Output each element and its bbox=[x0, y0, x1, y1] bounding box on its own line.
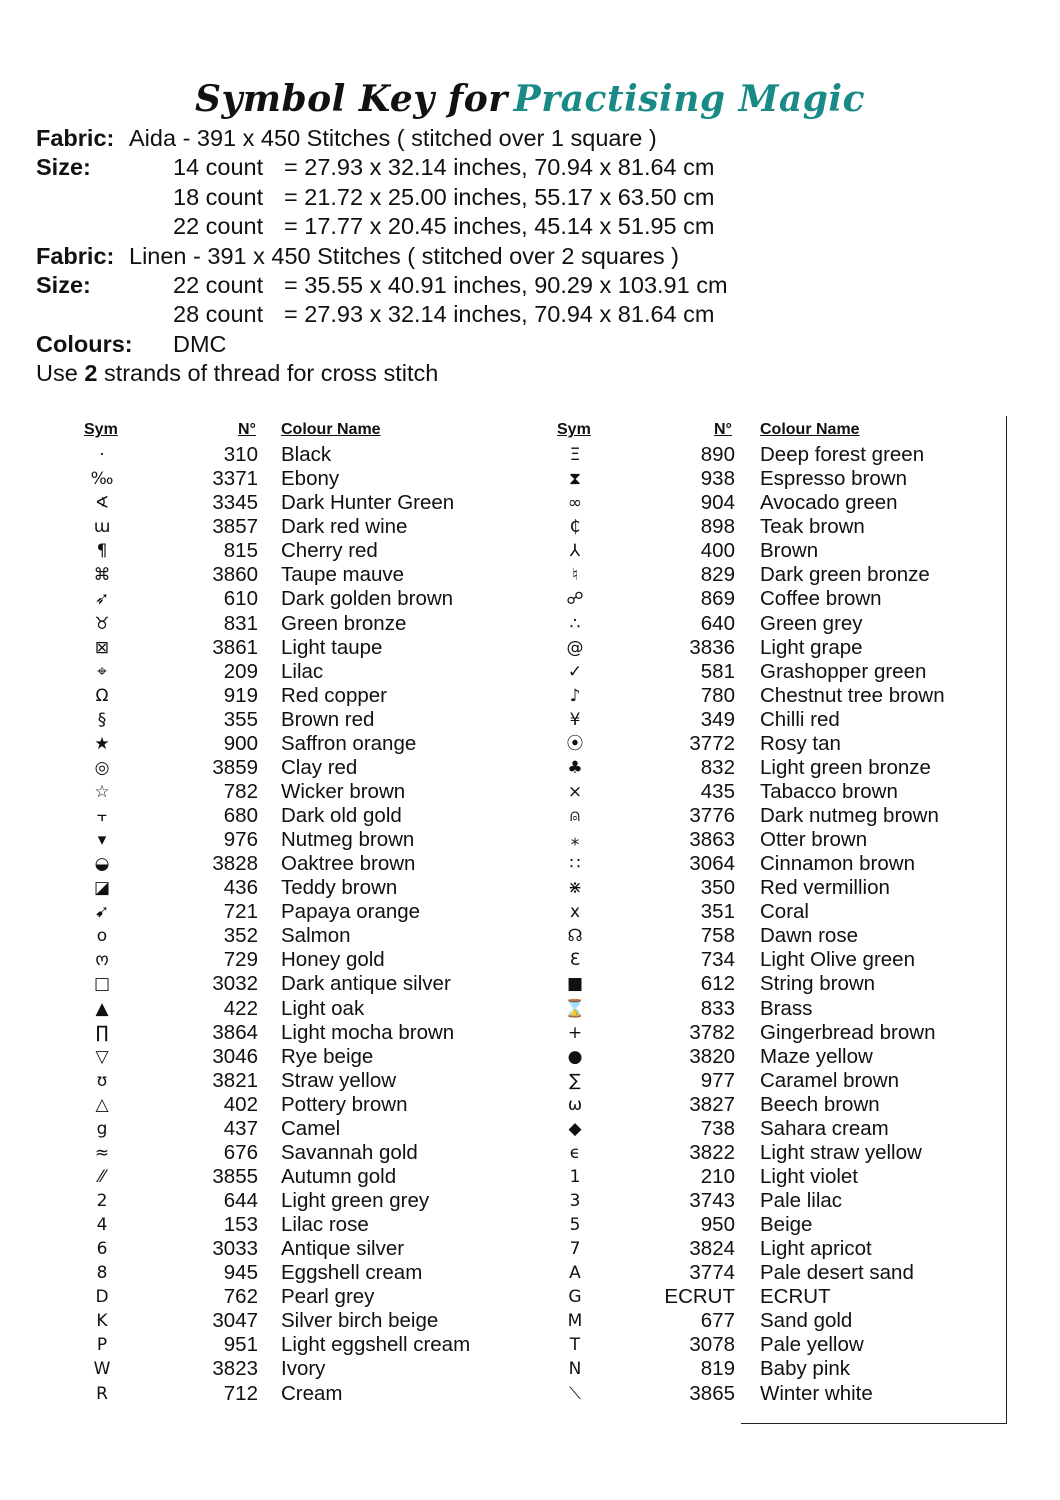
colour-name-cell: Dawn rose bbox=[760, 924, 858, 948]
thread-number-cell: 3824 bbox=[689, 1237, 735, 1261]
colour-name-cell: Camel bbox=[281, 1116, 341, 1140]
symbol-cell: ∴ bbox=[569, 613, 581, 634]
colour-name-cell: Light Olive green bbox=[760, 948, 915, 972]
fabric-label: Fabric: bbox=[36, 125, 115, 151]
symbol-cell: N bbox=[568, 1359, 582, 1380]
colour-name-cell: Taupe mauve bbox=[281, 563, 405, 587]
symbol-cell: W bbox=[93, 1359, 111, 1380]
thread-number-cell: 977 bbox=[700, 1068, 735, 1092]
symbol-cell: ⧗ bbox=[569, 469, 581, 490]
colour-name-cell: Cherry red bbox=[281, 539, 378, 563]
symbol-cell: □ bbox=[93, 974, 111, 995]
colour-name-cell: Coffee brown bbox=[760, 587, 882, 611]
size-dims: = 21.72 x 25.00 inches, 55.17 x 63.50 cm bbox=[284, 183, 715, 210]
thread-number-cell: 677 bbox=[700, 1309, 735, 1333]
symbol-cell: M bbox=[567, 1311, 583, 1332]
thread-number-cell: 869 bbox=[700, 587, 735, 611]
thread-number-cell: 758 bbox=[700, 924, 735, 948]
symbol-cell: 3 bbox=[569, 1191, 581, 1211]
colour-name-cell: Light oak bbox=[281, 996, 365, 1020]
fabric-value: Linen - 391 x 450 Stitches ( stitched over 2 squares ) bbox=[129, 242, 679, 269]
colour-name-cell: Silver birch beige bbox=[281, 1309, 439, 1333]
colour-name-cell: Dark nutmeg brown bbox=[760, 804, 939, 827]
thread-number-cell: 3032 bbox=[212, 972, 258, 996]
symbol-cell: ☍ bbox=[566, 589, 584, 610]
symbol-cell: ▲ bbox=[95, 998, 109, 1019]
thread-number-cell: 3865 bbox=[689, 1381, 735, 1405]
thread-number-cell: 3855 bbox=[212, 1164, 258, 1188]
thread-number-cell: 3861 bbox=[212, 635, 258, 659]
thread-number-cell: 780 bbox=[700, 683, 735, 707]
colour-name-cell: Dark Hunter Green bbox=[281, 491, 455, 515]
title-pattern-name: Practising Magic bbox=[513, 78, 866, 120]
symbol-cell: ⨯ bbox=[567, 781, 583, 802]
strands-text bbox=[36, 359, 438, 388]
colour-name-cell: Savannah gold bbox=[281, 1140, 418, 1164]
fabric-label: Fabric: bbox=[36, 242, 115, 269]
symbol-cell: ♣ bbox=[567, 757, 583, 778]
symbol-cell: ∏ bbox=[95, 1022, 109, 1043]
symbol-cell: Ω bbox=[95, 685, 109, 706]
colours-label: Colours: bbox=[36, 330, 133, 357]
colour-name-cell: Otter brown bbox=[760, 828, 868, 852]
colour-name-cell: Dark antique silver bbox=[281, 972, 451, 996]
colour-name-cell: Light violet bbox=[760, 1164, 859, 1188]
size-count: 28 count bbox=[173, 301, 264, 328]
size-label: Size: bbox=[36, 271, 91, 298]
thread-number-cell: 819 bbox=[700, 1357, 735, 1381]
thread-number-cell: 712 bbox=[223, 1381, 258, 1405]
thread-number-cell: 422 bbox=[223, 996, 258, 1020]
thread-number-cell: 3743 bbox=[689, 1189, 735, 1212]
symbol-cell: ო bbox=[95, 950, 109, 971]
symbol-cell: ⌖ bbox=[97, 661, 107, 682]
thread-number-cell: 3823 bbox=[212, 1357, 258, 1381]
colour-name-cell: ECRUT bbox=[760, 1285, 831, 1309]
symbol-cell: ⌛ bbox=[564, 998, 586, 1019]
colour-name-cell: Red copper bbox=[281, 683, 387, 707]
symbol-cell: ₵ bbox=[569, 517, 581, 538]
thread-number-cell: 976 bbox=[223, 828, 258, 852]
thread-number-cell: 900 bbox=[223, 731, 258, 755]
thread-number-cell: 831 bbox=[223, 611, 258, 635]
header-number: N° bbox=[238, 421, 256, 438]
thread-number-cell: 829 bbox=[700, 563, 735, 587]
size-dims: = 17.77 x 20.45 inches, 45.14 x 51.95 cm bbox=[284, 213, 715, 240]
thread-number-cell: 890 bbox=[700, 443, 735, 467]
size-dims: = 27.93 x 32.14 inches, 70.94 x 81.64 cm bbox=[284, 154, 715, 181]
colour-name-cell: String brown bbox=[760, 972, 876, 996]
colour-name-cell: Green grey bbox=[760, 611, 863, 635]
symbol-cell: ▽ bbox=[95, 1046, 109, 1067]
header-colour-name: Colour Name bbox=[760, 421, 860, 438]
thread-number-cell: 938 bbox=[700, 467, 735, 491]
colour-name-cell: Light mocha brown bbox=[281, 1020, 455, 1044]
symbol-cell: 7 bbox=[569, 1239, 581, 1260]
size-dims: = 27.93 x 32.14 inches, 70.94 x 81.64 cm bbox=[284, 301, 715, 328]
symbol-cell: ⅄ bbox=[569, 541, 581, 562]
symbol-cell: @ bbox=[566, 637, 584, 658]
symbol-cell: ⍝ bbox=[569, 806, 581, 826]
symbol-cell: · bbox=[99, 445, 105, 466]
border-line-vertical bbox=[1006, 416, 1007, 1424]
symbol-cell: 1 bbox=[569, 1166, 581, 1187]
symbol-cell: ♮ bbox=[571, 565, 579, 586]
symbol-cell: ¥ bbox=[569, 709, 581, 730]
thread-number-cell: 640 bbox=[700, 611, 735, 635]
symbol-cell: ɯ bbox=[93, 517, 111, 538]
thread-number-cell: 3821 bbox=[212, 1068, 258, 1092]
fabric-value: Aida - 391 x 450 Stitches ( stitched over 1 square ) bbox=[129, 125, 657, 151]
colour-name-cell: Pale yellow bbox=[760, 1333, 864, 1357]
size-label: Size: bbox=[36, 154, 91, 181]
thread-number-cell: 3857 bbox=[212, 515, 258, 539]
colour-name-cell: Salmon bbox=[281, 924, 351, 948]
symbol-cell: 2 bbox=[96, 1191, 108, 1211]
thread-number-cell: 437 bbox=[223, 1116, 258, 1140]
thread-number-cell: 581 bbox=[700, 659, 735, 683]
thread-number-cell: 898 bbox=[700, 515, 735, 539]
colour-name-cell: Sahara cream bbox=[760, 1116, 889, 1140]
thread-number-cell: 3078 bbox=[689, 1333, 735, 1357]
symbol-cell: ◎ bbox=[94, 757, 110, 778]
size-dims: = 35.55 x 40.91 inches, 90.29 x 103.91 cm bbox=[284, 271, 728, 298]
symbol-cell: ★ bbox=[94, 733, 110, 754]
colour-name-cell: Brown bbox=[760, 539, 819, 563]
thread-number-cell: 351 bbox=[700, 900, 735, 924]
symbol-cell: ⊠ bbox=[94, 637, 110, 658]
thread-number-cell: 644 bbox=[223, 1189, 258, 1212]
symbol-cell: ϵ bbox=[569, 1142, 581, 1163]
symbol-cell: 5 bbox=[569, 1215, 581, 1236]
colour-name-cell: Light straw yellow bbox=[760, 1140, 922, 1164]
thread-number-cell: 610 bbox=[223, 587, 258, 611]
symbol-cell: ◆ bbox=[568, 1118, 582, 1139]
colour-name-cell: Dark red wine bbox=[281, 515, 408, 539]
thread-number-cell: 3863 bbox=[689, 828, 735, 852]
colour-name-cell: Lilac rose bbox=[281, 1213, 369, 1237]
symbol-cell: o bbox=[96, 926, 108, 947]
thread-number-cell: 400 bbox=[700, 539, 735, 563]
symbol-cell: T bbox=[569, 1335, 581, 1356]
colour-name-cell: Teak brown bbox=[760, 515, 865, 539]
header-sym: Sym bbox=[557, 421, 591, 438]
thread-number-cell: 945 bbox=[223, 1261, 258, 1285]
symbol-cell: ʊ bbox=[96, 1070, 108, 1091]
symbol-cell: 6 bbox=[96, 1239, 108, 1260]
thread-number-cell: 355 bbox=[223, 707, 258, 731]
colour-name-cell: Cream bbox=[281, 1381, 343, 1405]
symbol-cell: ⌘ bbox=[93, 565, 111, 586]
colour-name-cell: Espresso brown bbox=[760, 467, 907, 491]
symbol-cell: ◪ bbox=[93, 878, 111, 899]
colour-name-cell: Rye beige bbox=[281, 1044, 374, 1068]
thread-number-cell: 680 bbox=[223, 804, 258, 827]
thread-number-cell: 950 bbox=[700, 1213, 735, 1237]
colour-name-cell: Pale desert sand bbox=[760, 1261, 914, 1285]
thread-number-cell: 3859 bbox=[212, 755, 258, 779]
thread-number-cell: 3828 bbox=[212, 852, 258, 876]
colour-name-cell: Avocado green bbox=[760, 491, 898, 515]
size-count: 22 count bbox=[173, 271, 264, 298]
colour-name-cell: Oaktree brown bbox=[281, 852, 416, 876]
thread-number-cell: 782 bbox=[223, 779, 258, 803]
symbol-cell: D bbox=[95, 1287, 109, 1308]
thread-number-cell: 3772 bbox=[689, 731, 735, 755]
colour-name-cell: Clay red bbox=[281, 755, 358, 779]
thread-number-cell: 435 bbox=[700, 779, 735, 803]
symbol-cell: Ɛ bbox=[569, 950, 581, 971]
symbol-cell: A bbox=[569, 1263, 581, 1284]
symbol-cell: ⦿ bbox=[566, 733, 584, 754]
thread-number-cell: 209 bbox=[223, 659, 258, 683]
colour-name-cell: Caramel brown bbox=[760, 1068, 899, 1092]
symbol-cell: ∷ bbox=[569, 854, 581, 875]
symbol-cell: 8 bbox=[96, 1263, 108, 1284]
thread-number-cell: 832 bbox=[700, 755, 735, 779]
thread-number-cell: 729 bbox=[223, 948, 258, 972]
colour-name-cell: Saffron orange bbox=[281, 731, 417, 755]
thread-number-cell: 352 bbox=[223, 924, 258, 948]
thread-number-cell: 904 bbox=[700, 491, 735, 515]
symbol-cell: ω bbox=[567, 1094, 583, 1115]
symbol-cell: ⁎ bbox=[570, 830, 580, 851]
thread-number-cell: 738 bbox=[700, 1116, 735, 1140]
thread-number-cell: 612 bbox=[700, 972, 735, 996]
header-colour-name: Colour Name bbox=[281, 421, 381, 438]
symbol-cell: ♪ bbox=[569, 685, 581, 706]
colour-name-cell: Maze yellow bbox=[760, 1044, 873, 1068]
thread-number-cell: 762 bbox=[223, 1285, 258, 1309]
colour-name-cell: Tabacco brown bbox=[760, 779, 898, 803]
symbol-cell: ≈ bbox=[94, 1142, 110, 1163]
colour-name-cell: Black bbox=[281, 443, 332, 467]
symbol-cell: ▾ bbox=[97, 830, 107, 851]
thread-number-cell: 721 bbox=[223, 900, 258, 924]
colour-name-cell: Pearl grey bbox=[281, 1285, 375, 1309]
thread-number-cell: 3345 bbox=[212, 491, 258, 515]
thread-number-cell: 350 bbox=[700, 876, 735, 900]
colour-name-cell: Baby pink bbox=[760, 1357, 851, 1381]
thread-number-cell: 3864 bbox=[212, 1020, 258, 1044]
symbol-cell: P bbox=[96, 1335, 108, 1356]
colour-name-cell: Coral bbox=[760, 900, 809, 924]
symbol-cell: ¶ bbox=[96, 541, 108, 562]
colour-name-cell: Dark green bronze bbox=[760, 563, 930, 587]
thread-number-cell: 349 bbox=[700, 707, 735, 731]
symbol-cell: K bbox=[96, 1311, 108, 1332]
thread-number-cell: 833 bbox=[700, 996, 735, 1020]
colour-name-cell: Light apricot bbox=[760, 1237, 872, 1261]
thread-number-cell: 3033 bbox=[212, 1237, 258, 1261]
colour-name-cell: Ebony bbox=[281, 467, 340, 491]
size-count: 22 count bbox=[173, 213, 264, 240]
thread-number-cell: 951 bbox=[223, 1333, 258, 1357]
colours-value: DMC bbox=[173, 330, 227, 357]
colour-name-cell: Ivory bbox=[281, 1357, 326, 1381]
symbol-cell: ☊ bbox=[567, 926, 583, 947]
colour-name-cell: Light green grey bbox=[281, 1189, 430, 1212]
colour-name-cell: Grashopper green bbox=[760, 659, 927, 683]
page-title bbox=[0, 78, 1060, 120]
colour-name-cell: Light grape bbox=[760, 635, 863, 659]
colour-name-cell: Wicker brown bbox=[281, 779, 406, 803]
symbol-cell: ∑ bbox=[569, 1070, 581, 1091]
strands-suffix: strands of thread for cross stitch bbox=[103, 360, 439, 387]
thread-number-cell: 310 bbox=[223, 443, 258, 467]
thread-number-cell: ECRUT bbox=[664, 1285, 735, 1309]
thread-number-cell: 210 bbox=[700, 1164, 735, 1188]
colour-name-cell: Lilac bbox=[281, 659, 324, 683]
symbol-cell: ➶ bbox=[94, 589, 110, 610]
thread-number-cell: 3860 bbox=[212, 563, 258, 587]
colour-name-cell: Red vermillion bbox=[760, 876, 890, 900]
thread-number-cell: 3822 bbox=[689, 1140, 735, 1164]
symbol-cell: △ bbox=[95, 1094, 109, 1115]
colour-name-cell: Light green bronze bbox=[760, 755, 931, 779]
colour-name-cell: Rosy tan bbox=[760, 731, 841, 755]
colour-name-cell: Honey gold bbox=[281, 948, 385, 972]
symbol-cell: § bbox=[97, 709, 107, 730]
header-number: N° bbox=[714, 421, 732, 438]
thread-number-cell: 3046 bbox=[212, 1044, 258, 1068]
thread-number-cell: 676 bbox=[223, 1140, 258, 1164]
symbol-cell: ⋇ bbox=[567, 878, 583, 899]
thread-number-cell: 919 bbox=[223, 683, 258, 707]
symbol-cell: ‰ bbox=[90, 469, 114, 490]
thread-number-cell: 3836 bbox=[689, 635, 735, 659]
symbol-cell: ■ bbox=[566, 974, 584, 995]
symbol-cell: ◒ bbox=[94, 854, 110, 875]
colour-name-cell: Light taupe bbox=[281, 635, 383, 659]
thread-number-cell: 3047 bbox=[212, 1309, 258, 1333]
symbol-cell: ⁄⁄ bbox=[99, 1166, 105, 1187]
thread-number-cell: 3782 bbox=[689, 1020, 735, 1044]
colour-name-cell: Dark golden brown bbox=[281, 587, 454, 611]
colour-name-cell: Antique silver bbox=[281, 1237, 405, 1261]
thread-number-cell: 3064 bbox=[689, 852, 735, 876]
symbol-cell: ♉ bbox=[94, 613, 110, 634]
strands-count: 2 bbox=[84, 360, 98, 387]
colour-name-cell: Pale lilac bbox=[760, 1189, 843, 1212]
symbol-cell: ● bbox=[567, 1046, 583, 1067]
size-count: 14 count bbox=[173, 154, 264, 181]
symbol-cell: + bbox=[567, 1022, 583, 1043]
strands-prefix: Use bbox=[36, 360, 78, 387]
thread-number-cell: 734 bbox=[700, 948, 735, 972]
colour-name-cell: Beige bbox=[760, 1213, 813, 1237]
symbol-cell: ⟍ bbox=[569, 1383, 581, 1404]
symbol-cell: ☆ bbox=[94, 781, 110, 802]
colour-name-cell: Pottery brown bbox=[281, 1092, 408, 1116]
thread-number-cell: 815 bbox=[223, 539, 258, 563]
symbol-cell: ➹ bbox=[94, 902, 110, 923]
colour-name-cell: Sand gold bbox=[760, 1309, 853, 1333]
colour-name-cell: Gingerbread brown bbox=[760, 1020, 936, 1044]
thread-number-cell: 3776 bbox=[689, 804, 735, 827]
symbol-cell: 4 bbox=[96, 1215, 108, 1236]
symbol-cell: g bbox=[96, 1118, 108, 1139]
thread-number-cell: 402 bbox=[223, 1092, 258, 1116]
colour-name-cell: Teddy brown bbox=[281, 876, 398, 900]
colour-name-cell: Beech brown bbox=[760, 1092, 880, 1116]
thread-number-cell: 3371 bbox=[212, 467, 258, 491]
thread-number-cell: 3774 bbox=[689, 1261, 735, 1285]
colour-name-cell: Dark old gold bbox=[281, 804, 402, 827]
title-prefix: Symbol Key for bbox=[194, 78, 508, 120]
symbol-cell: ✓ bbox=[567, 661, 583, 682]
colour-name-cell: Brown red bbox=[281, 707, 375, 731]
colour-name-cell: Chilli red bbox=[760, 707, 840, 731]
thread-number-cell: 436 bbox=[223, 876, 258, 900]
symbol-cell: ∞ bbox=[567, 493, 583, 514]
colour-name-cell: Light eggshell cream bbox=[281, 1333, 471, 1357]
symbol-cell: G bbox=[568, 1287, 582, 1308]
colour-name-cell: Brass bbox=[760, 996, 813, 1020]
colour-name-cell: Eggshell cream bbox=[281, 1261, 423, 1285]
symbol-cell: Ξ bbox=[569, 445, 581, 466]
symbol-cell: ∢ bbox=[94, 493, 110, 514]
header-sym: Sym bbox=[84, 421, 118, 438]
symbol-cell: ⫟ bbox=[96, 806, 108, 826]
colour-name-cell: Green bronze bbox=[281, 611, 407, 635]
thread-number-cell: 153 bbox=[223, 1213, 258, 1237]
colour-name-cell: Straw yellow bbox=[281, 1068, 397, 1092]
symbol-cell: R bbox=[96, 1383, 108, 1404]
colour-name-cell: Autumn gold bbox=[281, 1164, 397, 1188]
colour-name-cell: Cinnamon brown bbox=[760, 852, 915, 876]
symbol-cell: x bbox=[569, 902, 581, 923]
colour-name-cell: Chestnut tree brown bbox=[760, 683, 945, 707]
colour-name-cell: Nutmeg brown bbox=[281, 828, 415, 852]
border-line-horizontal bbox=[741, 1423, 1007, 1424]
colour-name-cell: Papaya orange bbox=[281, 900, 421, 924]
colour-name-cell: Deep forest green bbox=[760, 443, 925, 467]
thread-number-cell: 3827 bbox=[689, 1092, 735, 1116]
size-count: 18 count bbox=[173, 183, 264, 210]
colour-name-cell: Winter white bbox=[760, 1381, 873, 1405]
thread-number-cell: 3820 bbox=[689, 1044, 735, 1068]
